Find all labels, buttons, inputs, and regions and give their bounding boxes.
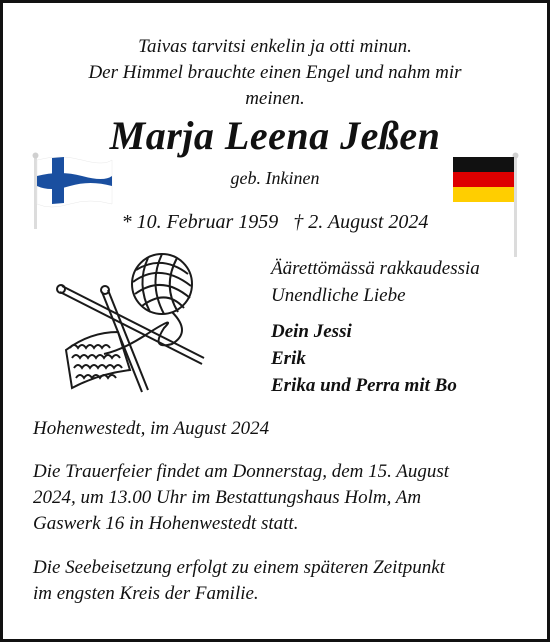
sea-burial-info	[33, 555, 523, 607]
mourners-list	[271, 318, 457, 399]
deceased-name: Marja Leena Jeßen	[109, 113, 441, 158]
love-line-german: Unendliche Liebe	[271, 285, 406, 306]
love-line-finnish: Äärettömässä rakkaudessia	[271, 258, 480, 279]
funeral-info	[33, 459, 523, 537]
funeral-line: 2024, um 13.00 Uhr im Bestattungshaus Holm, Am	[33, 487, 422, 508]
mourner-name: Erika und Perra mit Bo	[271, 375, 457, 396]
poem	[40, 34, 510, 112]
life-dates: * 10. Februar 1959 † 2. August 2024	[121, 211, 429, 233]
birth-name: geb. Inkinen	[230, 168, 320, 188]
sea-burial-line: im engsten Kreis der Familie.	[33, 583, 259, 604]
mourner-name: Erik	[271, 348, 306, 369]
poem-line: Taivas tarvitsi enkelin ja otti minun.	[138, 36, 412, 57]
funeral-line: Die Trauerfeier findet am Donnerstag, dem 15. August	[33, 461, 450, 482]
finnish-flag-icon	[30, 152, 114, 230]
poem-line: Der Himmel brauchte einen Engel und nahm mir	[88, 62, 462, 83]
sea-burial-line: Die Seebeisetzung erfolgt zu einem späteren Zeitpunkt	[33, 557, 445, 578]
german-flag-icon	[449, 152, 521, 260]
knitting-yarn-icon	[32, 232, 222, 407]
place-date: Hohenwestedt, im August 2024	[33, 418, 270, 439]
funeral-line: Gaswerk 16 in Hohenwestedt statt.	[33, 513, 299, 534]
love-lines	[271, 255, 480, 309]
mourner-name: Dein Jessi	[271, 321, 352, 342]
poem-line: meinen.	[245, 88, 305, 109]
